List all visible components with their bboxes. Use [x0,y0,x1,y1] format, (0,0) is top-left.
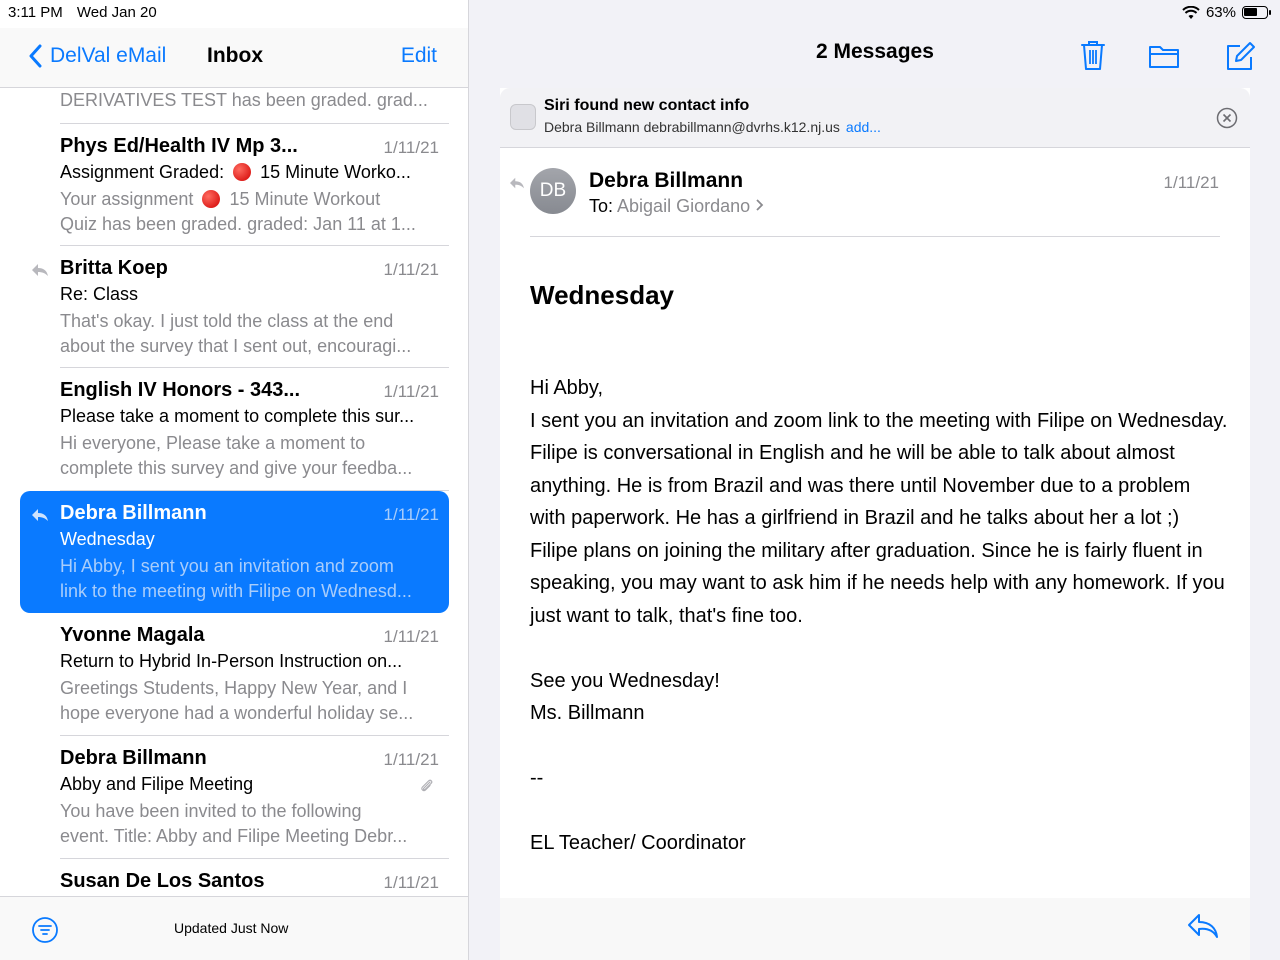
status-date: Wed Jan 20 [76,4,157,21]
message-preview: That's okay. I just told the class at the end about the survey that I sent out, encouragi... [60,311,412,356]
message-date: 1/11/21 [383,627,439,646]
inbox-title: Inbox [207,44,263,67]
avatar[interactable]: DB [530,168,576,214]
message-subject: Assignment Graded: 15 Minute Worko... [60,162,411,182]
message-subject: Re: Class [60,284,139,304]
message-header [500,148,1250,238]
sender-name[interactable]: Debra Billmann [589,169,744,192]
close-icon[interactable] [1216,107,1238,129]
message-date: 1/11/21 [383,873,439,892]
thread-title: 2 Messages [816,40,934,63]
recipient-name[interactable]: Abigail Giordano [617,196,751,216]
body-paragraph: I sent you an invitation and zoom link to the meeting with Filipe on Wednesday. Filipe is conversational in English and he will be able to talk about almost anything. He is from Brazil and was there until November due to a problem with paperwork. He has a girlfriend in Brazil and he talks about her a lot ;) [530,409,1228,529]
body-paragraph: Filipe plans on joining the military after graduation. Since he is fairly fluent in speaking, you may want to ask him if he needs help with any homework. If you just want to talk, that's fine too. [530,539,1225,627]
message-subject: Return to Hybrid In-Person Instruction on... [60,651,403,671]
message-date: 1/11/21 [383,260,439,279]
status-bar-left [8,4,167,21]
message-date: 1/11/21 [383,382,439,401]
trash-icon[interactable] [1077,38,1109,72]
replied-icon [508,176,526,190]
message-row[interactable] [20,736,449,859]
message-sender: Yvonne Magala [60,624,205,646]
message-preview: Hi Abby, I sent you an invitation and zoom link to the meeting with Filipe on Wednesd... [60,556,412,601]
back-label: DelVal eMail [50,44,167,67]
closing: See you Wednesday! [530,669,720,692]
message-card [500,88,1250,960]
recipient-line: To: Abigail Giordano [589,196,765,217]
message-row[interactable] [20,613,449,736]
signature-separator: -- [530,767,544,789]
message-preview: Hi everyone, Please take a moment to complete this survey and give your feedba... [60,433,413,478]
replied-icon [30,507,50,523]
signature-title: EL Teacher/ Coordinator [530,832,746,854]
message-sender: Phys Ed/Health IV Mp 3... [60,135,298,157]
filter-icon[interactable] [32,917,58,943]
message-preview: You have been invited to the following event. Title: Abby and Filipe Meeting Debr... [60,801,408,846]
message-body [530,278,1230,860]
battery-percent: 63% [1205,4,1236,21]
status-time: 3:11 PM [8,4,63,21]
status-bar-right [1182,4,1268,21]
contacts-icon [510,104,536,130]
siri-title: Siri found new contact info [544,97,750,114]
signature-name: Ms. Billmann [530,702,645,724]
chevron-right-icon [755,198,765,212]
add-contact-link[interactable]: add... [845,119,881,135]
message-row[interactable] [20,246,449,368]
sidebar-nav-bar [0,28,469,88]
message-date: 1/11/21 [383,505,439,524]
message-detail-pane [470,0,1280,960]
message-subject: Please take a moment to complete this sur... [60,406,415,426]
message-sender: Britta Koep [60,257,168,279]
message-sender: Debra Billmann [60,502,207,524]
message-toolbar [500,898,1250,960]
message-date: 1/11/21 [383,750,439,769]
sidebar-toolbar [0,896,469,960]
paperclip-icon [419,778,435,794]
siri-suggestion-banner [500,88,1250,148]
message-sender: English IV Honors - 343... [60,379,301,401]
siri-contact-info: Debra Billmann debrabillmann@dvrhs.k12.nj.us add... [544,119,881,135]
message-subject: Abby and Filipe Meeting [60,774,254,794]
folder-icon[interactable] [1148,38,1180,72]
back-button[interactable] [28,44,166,68]
mailbox-sidebar [0,0,469,960]
message-preview: Your assignment 15 Minute Workout Quiz has been graded. graded: Jan 11 at 1... [60,189,416,234]
message-sender: Susan De Los Santos [60,870,265,892]
partial-preview: DERIVATIVES TEST has been graded. grad... [60,90,428,110]
message-row[interactable] [20,368,449,491]
message-row[interactable] [20,124,449,246]
message-date: 1/11/21 [1163,173,1219,192]
update-status: Updated Just Now [174,920,289,936]
message-preview: Greetings Students, Happy New Year, and I hope everyone had a wonderful holiday se... [60,678,414,723]
message-date: 1/11/21 [383,138,439,157]
red-circle-emoji-icon [233,163,251,181]
greeting: Hi Abby, [530,377,603,399]
divider [530,236,1220,237]
wifi-icon [1182,6,1200,20]
message-sender: Debra Billmann [60,747,207,769]
reply-icon[interactable] [1186,912,1220,940]
message-subject: Wednesday [60,529,155,549]
message-row-selected[interactable] [20,491,449,613]
message-subject: Wednesday [530,280,675,310]
battery-icon [1242,6,1268,19]
chevron-left-icon [28,44,42,68]
red-circle-emoji-icon [202,190,220,208]
replied-icon [30,262,50,278]
edit-button[interactable]: Edit [400,44,437,67]
compose-icon[interactable] [1224,38,1256,72]
